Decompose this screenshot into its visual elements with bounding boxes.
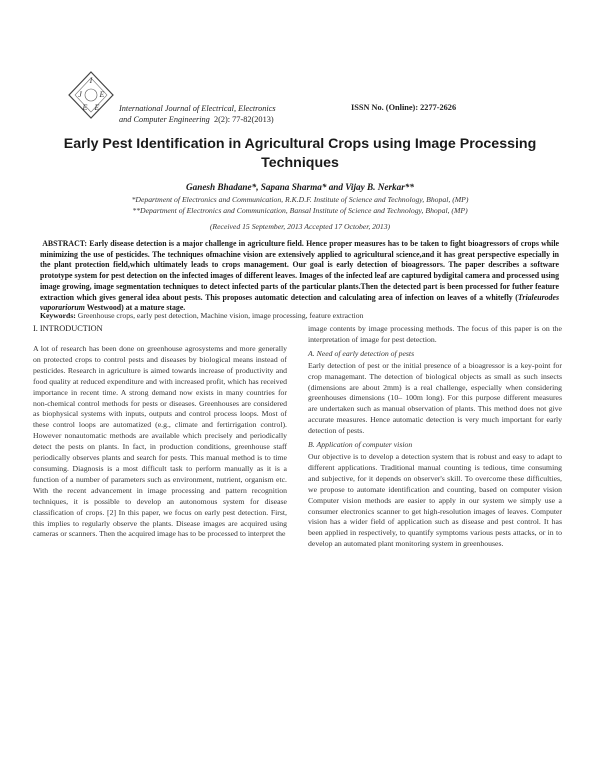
abstract-text: Early disease detection is a major challenge in agriculture field. Hence proper measures has to be taken to fight bioagressors of crops while minimizing the use of pesticides. The techniques ofmachine vision are extensively applied to agricultural science,and it has great perspective especially in the plant protection field,which ultimately leads to crops management. Our goal is early detection of bioagressors. The paper describes a software prototype system for pest detection on the infected images of different leaves. Images of the infected leaf are captured bydigital camera and processed using image growing, image segmentation techniques to detect infected parts of the particular plants.Then the detected part is been processed for futher feature extraction which gives general idea about pests. This proposes automatic detection and calculating area of infection on leaves of a whitefly ( [40, 239, 560, 302]
journal-name-line2-text: and Computer Engineering [119, 115, 210, 124]
right-column [308, 324, 562, 550]
subsection-b-text: Our objective is to develop a detection system that is robust and easy to adapt to different applications. Traditional manual counting is tedious, time consuming and subjective, for it depends on observer's skill. To overcome these difficulties, we propose to automate identification and counting, based on computer vision Computer vision methods are easier to apply in our system we simply use a consumer electronics scanner to get high-resolution images of leaves. Computer vision has a wider field of application such as disease and pest control. It has been applied in respectively, to quantify symptoms various pests attacks, or in to develop an automated plant monitoring system in greenhouses. [308, 451, 562, 549]
journal-name-line2 [119, 114, 329, 125]
intro-paragraph: A lot of research has been done on greenhouse agrosystems and more generally on protected crops to control pests and diseases by biological means instead of pesticides. Research in agriculture is aimed towards increase of productivity and food quality at reduced expenditure and with increased profit, which has received importance in recent time. A strong demand now exists in many countries for non-chemical control methods for pests or diseases. Greenhouses are considered as biophysical systems with inputs, outputs and control process loops. Most of these control loops are automatized (e.g., climate and fertirrigation control). However nonautomatic methods are available which precisely and periodically detect the pests on plants. In fact, in production conditions, greenhouse staff periodically observes plants and search for pests. This manual method is to time consuming. Diagnosis is a most difficult task to perform manually as it is a function of a number of parameters such as environment, nutrient, organism etc. With the recent advancement in image processing and pattern recognition techniques, it is possible to develop an autonomous system for disease classification of crops. [2] In this paper, we focus on early pest detection. First, this implies to regularly observe the plants. Disease images are acquired using cameras or scanners. Then the acquired image has to be processed to interpret the [33, 344, 287, 539]
affiliation-2: **Department of Electronics and Communication, Bansal Institute of Science and Technology, Bhopal, (MP) [132, 206, 468, 215]
journal-name-line1: International Journal of Electrical, Electronics [119, 104, 276, 113]
affiliation-1: *Department of Electronics and Communication, R.K.D.F. Institute of Science and Technology, Bhopal, (MP) [131, 195, 469, 204]
journal-volume: 2(2): 77-82(2013) [213, 115, 274, 124]
abstract-species: Trialeurodes vaporariorum [40, 292, 559, 313]
abstract-text-end: Westwood) at a mature stage. [84, 303, 186, 313]
subsection-heading-b: B. Application of computer vision [308, 440, 413, 450]
left-column [33, 324, 287, 540]
issn: ISSN No. (Online): 2277-2626 [351, 103, 457, 112]
intro-paragraph-continued: image contents by image processing methods. The focus of this paper is on the interpretation of image for pest detection. [308, 324, 562, 344]
received-dates: (Received 15 September, 2013 Accepted 17 October, 2013) [209, 222, 391, 231]
abstract-label: ABSTRACT: [42, 239, 88, 248]
section-heading-introduction: I. INTRODUCTION [33, 324, 103, 333]
keywords-text: Greenhouse crops, early pest detection, Machine vision, image processing, feature extraction [77, 311, 364, 320]
paper-title: Early Pest Identification in Agricultural Crops using Image Processing Techniques [63, 136, 537, 171]
keywords-label: Keywords: [40, 311, 76, 320]
paper-authors: Ganesh Bhadane*, Sapana Sharma* and Vijay B. Nerkar** [186, 182, 414, 192]
abstract [40, 239, 559, 314]
journal-logo-graphic [66, 70, 116, 120]
subsection-heading-a: A. Need of early detection of pests [308, 348, 415, 358]
svg-text:J: J [78, 90, 82, 99]
journal-citation [119, 103, 329, 125]
svg-text:I: I [89, 76, 93, 85]
svg-text:E: E [99, 90, 105, 99]
keywords [40, 311, 559, 320]
svg-text:E: E [94, 103, 100, 112]
journal-logo [66, 70, 116, 120]
svg-text:E: E [82, 103, 88, 112]
subsection-a-text: Early detection of pest or the initial presence of a bioagressor is a key-point for crop managemant. The detection of biological objects as small as such insects (dimensions are about 2mm) is a real challenge, especially when considering greenhouses dimensions (10– 100m long). For this purpose different measures are undertaken such as manual observation of plants. This method does not give accurate measures. Hence automatic detection is very much important for early detection of pests. [308, 360, 562, 436]
